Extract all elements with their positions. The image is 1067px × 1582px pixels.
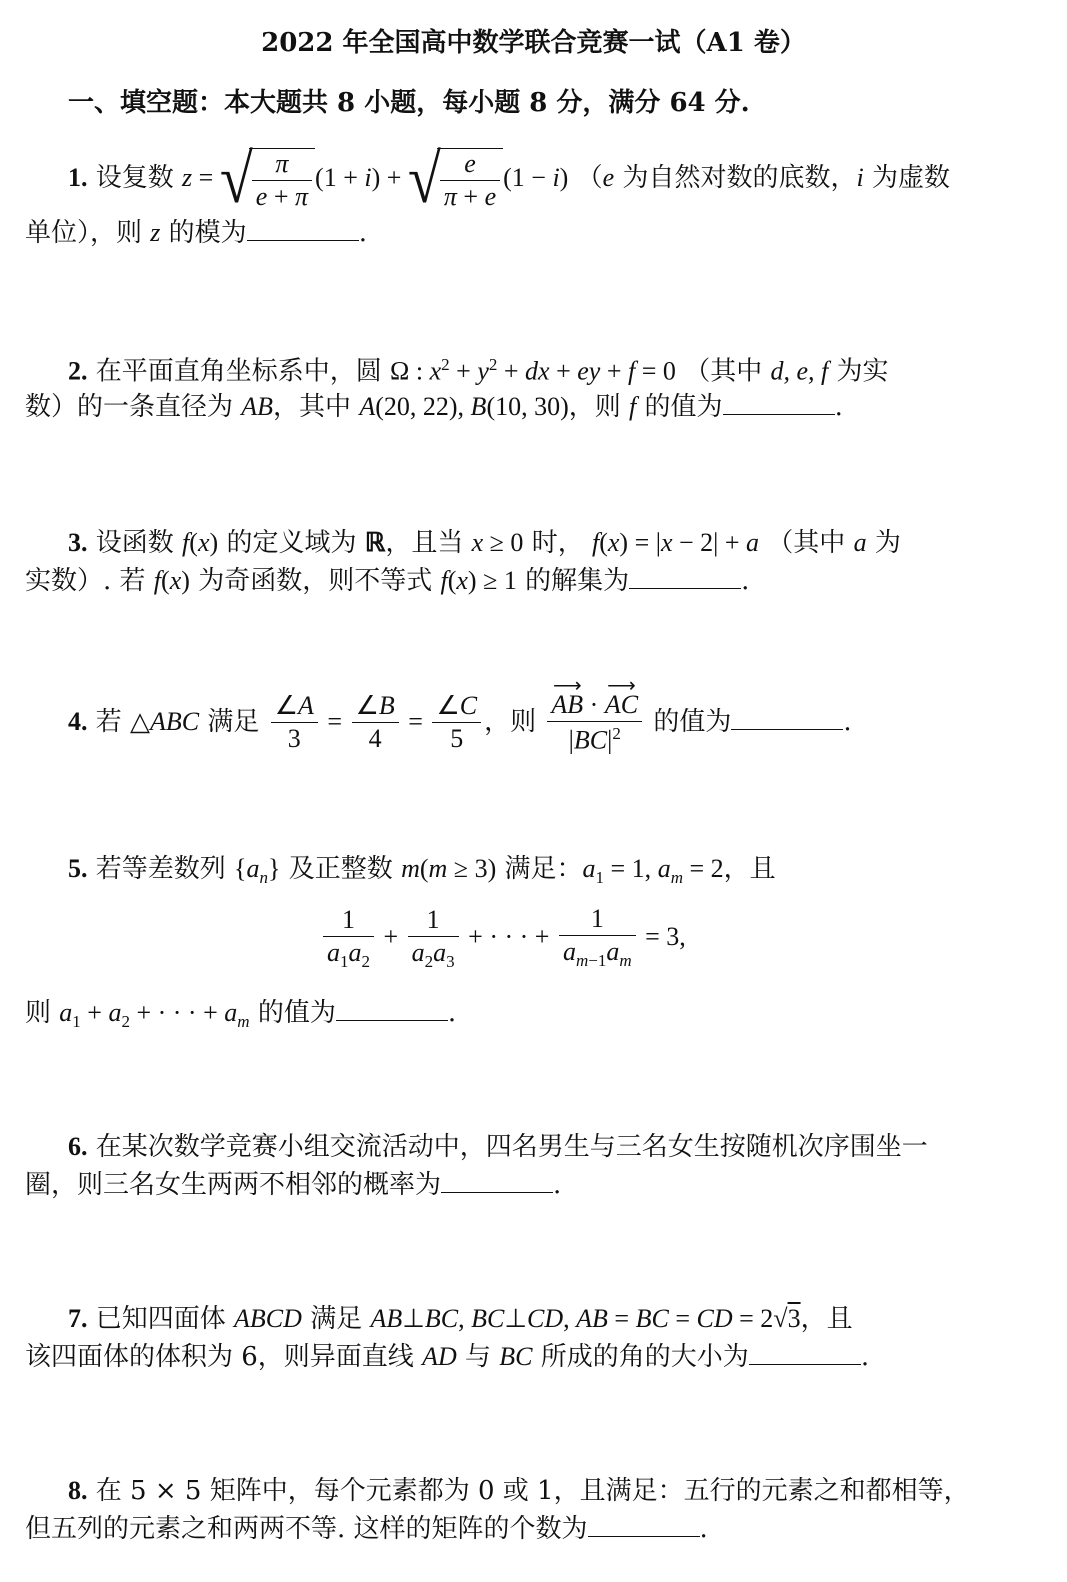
answer-blank-7[interactable] — [749, 1342, 861, 1365]
problem-1-line-2: 单位），则 z 的模为 . — [25, 218, 367, 248]
page-title: 2022 年全国高中数学联合竞赛一试（A1 卷） — [261, 28, 806, 58]
answer-blank-2[interactable] — [723, 392, 835, 415]
problem-8-line-1: 8. 在 5 × 5 矩阵中，每个元素都为 0 或 1，且满足：五行的元素之和都相等， — [68, 1476, 970, 1506]
problem-6-line-1: 6. 在某次数学竞赛小组交流活动中，四名男生与三名女生按随机次序围坐一 — [68, 1132, 928, 1162]
answer-blank-5[interactable] — [336, 998, 448, 1021]
problem-5-line-1: 5. 若等差数列 $\{a_n\}$ 及正整数 m(m ≥ 3) 满足：$a_1 = 1$, $a_m = 2$，且 — [68, 854, 776, 888]
problem-1-line-1: 1. 设复数 z = √ $\frac{\pi}{e + \pi}$ (1 + i) + √ $\frac{e}{\pi + e}$ (1 − i) （e 为自然对数的底数，i 为虚数 — [68, 141, 950, 217]
problem-7-line-1: 7. 已知四面体 ABCD 满足 AB⊥BC, BC⊥CD, AB = BC = CD = 2√3，且 — [68, 1304, 853, 1334]
answer-blank-3[interactable] — [629, 566, 741, 589]
problem-number: 1. — [68, 163, 88, 192]
problem-8-line-2: 但五列的元素之和两两不等. 这样的矩阵的个数为 . — [25, 1514, 708, 1544]
answer-blank-6[interactable] — [441, 1170, 553, 1193]
problem-3-line-2: 实数）. 若 f(x) 为奇函数，则不等式 f(x) ≥ 1 的解集为 . — [25, 566, 750, 596]
answer-blank-1[interactable] — [247, 218, 359, 241]
problem-2-line-1: 2. 在平面直角坐标系中，圆 Ω : $x^2 + y^2$ + dx + ey + f = 0 （其中 d, e, f 为实 — [68, 355, 889, 387]
section-header: 一、填空题：本大题共 8 小题，每小题 8 分，满分 64 分. — [68, 88, 750, 118]
problem-3-line-1: 3. 设函数 f(x) 的定义域为 ℝ，且当 x ≥ 0 时， f(x) = |x − 2| + a （其中 a 为 — [68, 528, 901, 558]
problem-2-line-2: 数）的一条直径为 AB，其中 A(20, 22), B(10, 30)，则 f 的值为 . — [25, 392, 843, 422]
answer-blank-4[interactable] — [731, 707, 843, 730]
problem-5-line-3: 则 $a_1 + a_2$ + · · · + $a_m$ 的值为 . — [25, 998, 457, 1032]
problem-7-line-2: 该四面体的体积为 6，则异面直线 AD 与 BC 所成的角的大小为 . — [25, 1342, 870, 1372]
problem-6-line-2: 圈，则三名女生两两不相邻的概率为 . — [25, 1170, 562, 1200]
problem-4-line-1: 4. 若 △ABC 满足 $\frac{\angle A}{3}$ = $\frac{\angle B}{4}$ = $\frac{\angle C}{5}$ ，则 ⟶ $\frac{AB \cdot ⟶ AC}{|BC|^2}$ 的值为 . — [68, 692, 852, 754]
answer-blank-8[interactable] — [588, 1514, 700, 1537]
problem-5-equation: $\frac{1}{a_1a_2}$ + $\frac{1}{a_2a_3}$ + · · · + $\frac{1}{a_{m-1}a_m}$ = 3, — [320, 906, 686, 970]
